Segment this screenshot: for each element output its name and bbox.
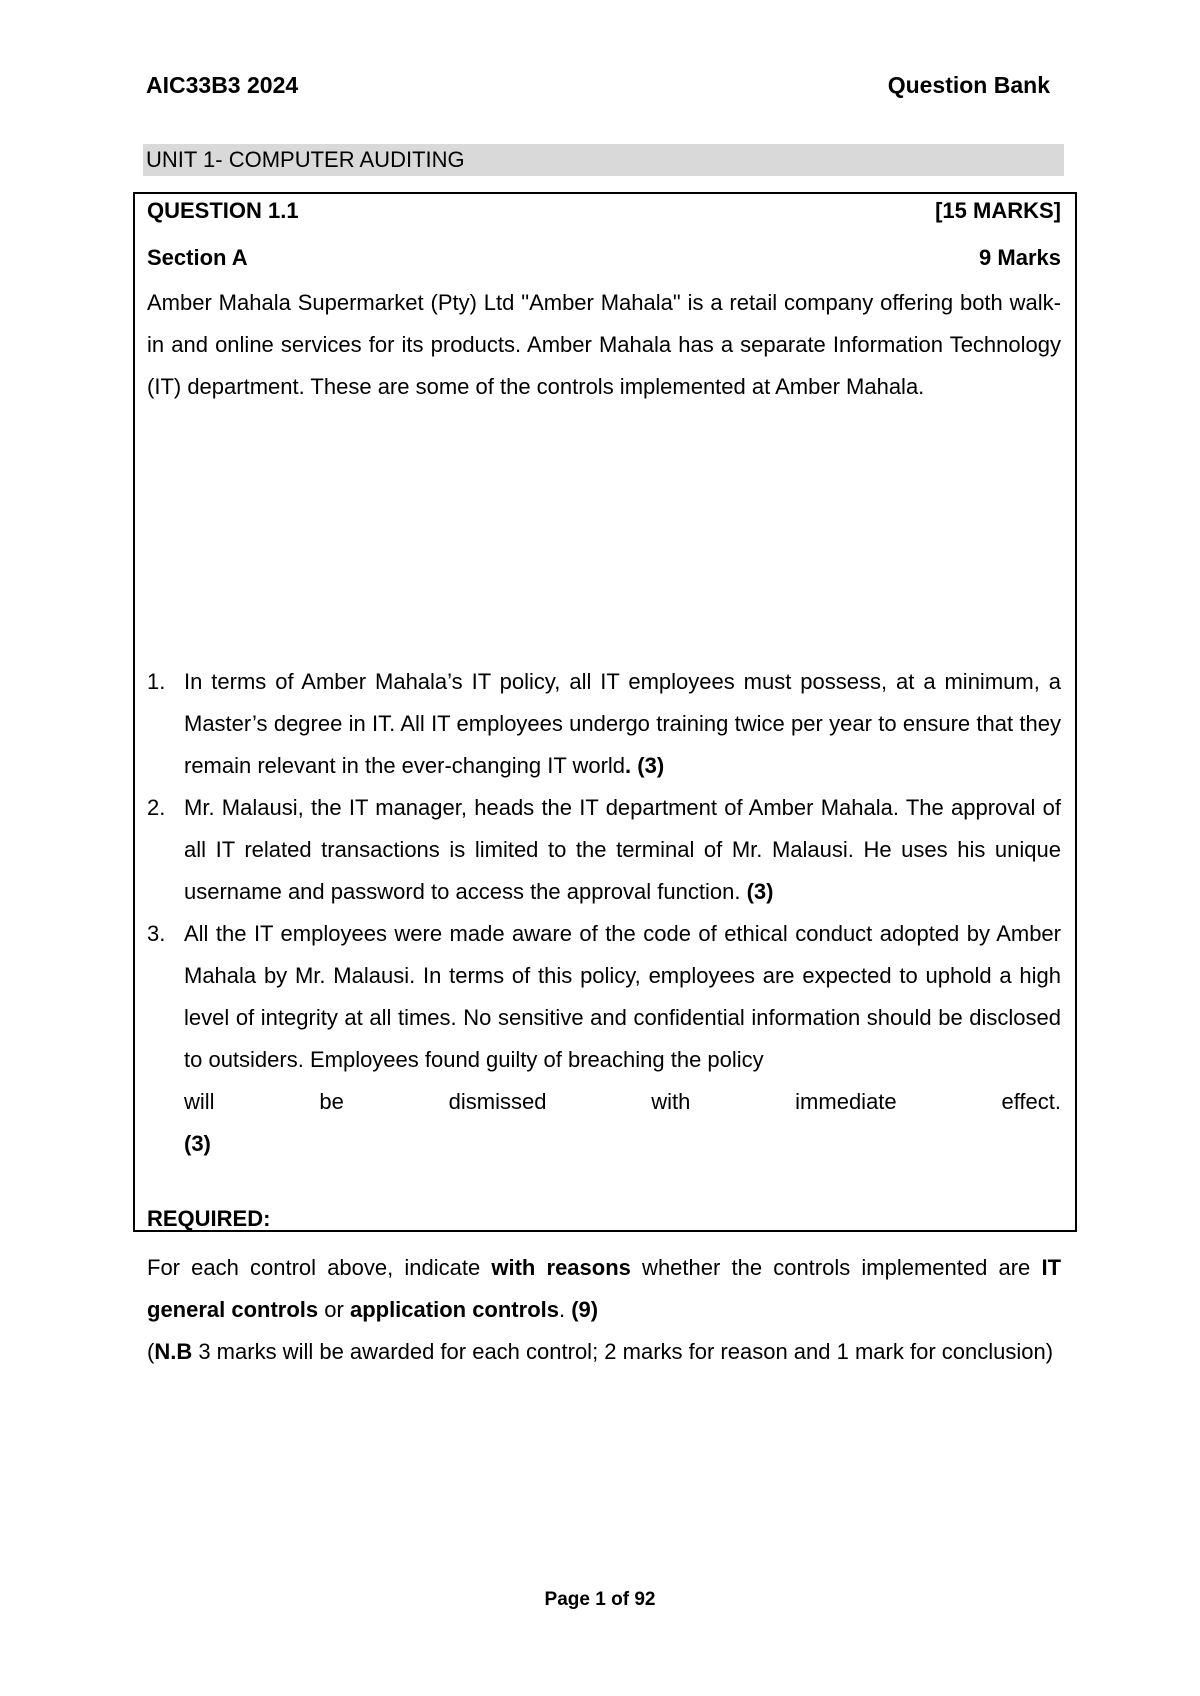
question-header bbox=[147, 198, 1061, 224]
word: dismissed bbox=[448, 1089, 547, 1114]
item-number: 3. bbox=[147, 921, 166, 946]
list-item bbox=[147, 661, 1061, 787]
intro-paragraph: Amber Mahala Supermarket (Pty) Ltd "Amber Mahala" is a retail company offering both walk-in and online services for its products. Amber Mahala has a separate Information Technology (IT) department. These are some of the controls implemented at Amber Mahala. bbox=[147, 290, 1061, 399]
required-label: REQUIRED: bbox=[147, 1206, 271, 1231]
item-mark: . (3) bbox=[625, 753, 665, 778]
controls-list bbox=[147, 661, 1061, 1165]
page-total: 92 bbox=[634, 1589, 656, 1610]
word: be bbox=[319, 1089, 344, 1114]
required-text bbox=[147, 1247, 1061, 1373]
item-text: In terms of Amber Mahala’s IT policy, all IT employees must possess, at a minimum, a Master’s degree in IT. All IT employees undergo training twice per year to ensure that they remain relevant in the ever-changing IT world bbox=[184, 669, 1061, 778]
required-text-part: whether the controls implemented are bbox=[630, 1255, 1042, 1280]
question-marks: [15 MARKS] bbox=[935, 198, 1061, 223]
nb-text: 3 marks will be awarded for each control; 2 marks for reason and 1 mark for conclusion) bbox=[192, 1339, 1054, 1364]
item-number: 1. bbox=[147, 669, 166, 694]
word: immediate bbox=[795, 1089, 897, 1114]
section-header bbox=[147, 245, 1061, 271]
required-text-part: or bbox=[318, 1297, 350, 1322]
section-marks: 9 Marks bbox=[979, 245, 1061, 270]
page-footer bbox=[0, 1589, 1200, 1611]
question-number: QUESTION 1.1 bbox=[147, 198, 299, 223]
item-last-line bbox=[184, 1081, 1061, 1123]
required-text-part: For each control above, indicate bbox=[147, 1255, 492, 1280]
list-item bbox=[147, 913, 1061, 1165]
unit-heading: UNIT 1- COMPUTER AUDITING bbox=[143, 144, 1064, 176]
required-text-part: . bbox=[558, 1297, 572, 1322]
page-of-label: of bbox=[605, 1589, 635, 1610]
required-emphasis: with reasons bbox=[491, 1255, 631, 1280]
required-emphasis: application controls bbox=[349, 1297, 559, 1322]
document-title: Question Bank bbox=[887, 72, 1050, 98]
nb-label: N.B bbox=[154, 1339, 193, 1364]
required-emphasis: IT general controls bbox=[147, 1255, 1062, 1322]
list-item bbox=[147, 787, 1061, 913]
word: with bbox=[651, 1089, 691, 1114]
word: effect. bbox=[1001, 1089, 1061, 1114]
question-box bbox=[133, 192, 1077, 1364]
course-code: AIC33B3 2024 bbox=[146, 72, 299, 98]
item-mark: (3) bbox=[746, 879, 774, 904]
item-mark: (3) bbox=[184, 1131, 211, 1156]
required-marks: (9) bbox=[571, 1297, 599, 1322]
page-number: 1 bbox=[595, 1589, 606, 1610]
nb-paren: ( bbox=[147, 1339, 155, 1364]
item-text: All the IT employees were made aware of the code of ethical conduct adopted by Amber Mahala by Mr. Malausi. In terms of this policy, employees are expected to uphold a high level of integrity at all times. No sensitive and confidential information should be disclosed to outsiders. Employees found guilty of breaching the policy bbox=[184, 921, 1061, 1072]
item-text: Mr. Malausi, the IT manager, heads the IT department of Amber Mahala. The approval of all IT related transactions is limited to the terminal of Mr. Malausi. He uses his unique username and password to access the approval function. bbox=[184, 795, 1061, 904]
page-label: Page bbox=[544, 1589, 596, 1610]
word: will bbox=[184, 1089, 215, 1114]
section-title: Section A bbox=[147, 245, 248, 270]
item-number: 2. bbox=[147, 795, 166, 820]
